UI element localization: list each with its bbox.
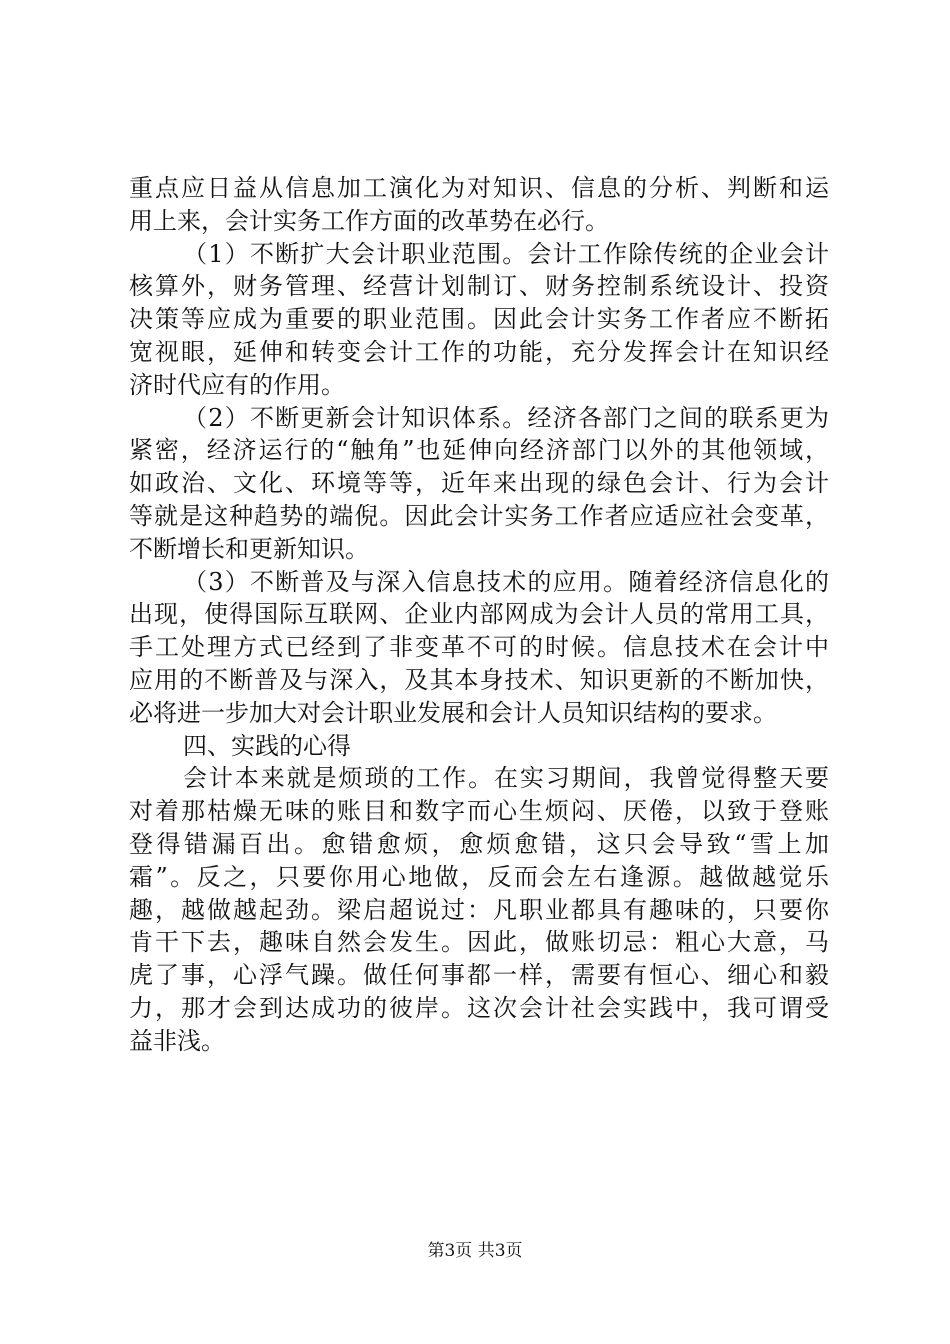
text-line: （3）不断普及与深入信息技术的应用。随着经济信息化的	[183, 567, 829, 596]
page-number: 第3页 共3页	[427, 1241, 523, 1261]
text-line: 不断增长和更新知识。	[129, 534, 369, 563]
text-line: 紧密，经济运行的“触角”也延伸向经济部门以外的其他领域，	[129, 436, 829, 465]
text-line: 如政治、文化、环境等等，近年来出现的绿色会计、行为会计	[129, 469, 829, 498]
text-line: 对着那枯燥无味的账目和数字而心生烦闷、厌倦，以致于登账	[129, 797, 829, 826]
text-line: 登得错漏百出。愈错愈烦，愈烦愈错，这只会导致“雪上加	[129, 829, 829, 858]
page-footer	[0, 1240, 950, 1262]
text-line: 用上来，会计实务工作方面的改革势在必行。	[129, 206, 609, 235]
text-line: 出现，使得国际互联网、企业内部网成为会计人员的常用工具，	[129, 600, 829, 629]
text-line: （2）不断更新会计知识体系。经济各部门之间的联系更为	[183, 403, 829, 432]
text-line: 重点应日益从信息加工演化为对知识、信息的分析、判断和运	[129, 174, 829, 202]
text-line: 力，那才会到达成功的彼岸。这次会计社会实践中，我可谓受	[129, 993, 829, 1022]
text-line: 必将进一步加大对会计职业发展和会计人员知识结构的要求。	[129, 698, 777, 727]
text-line: 会计本来就是烦琐的工作。在实习期间，我曾觉得整天要	[183, 764, 829, 793]
text-line: 核算外，财务管理、经营计划制订、财务控制系统设计、投资	[129, 272, 829, 301]
text-line: 应用的不断普及与深入，及其本身技术、知识更新的不断加快，	[129, 665, 829, 694]
text-line: （1）不断扩大会计职业范围。会计工作除传统的企业会计	[183, 239, 829, 268]
text-line: 宽视眼，延伸和转变会计工作的功能，充分发挥会计在知识经	[129, 337, 829, 366]
text-line: 虎了事，心浮气躁。做任何事都一样，需要有恒心、细心和毅	[129, 961, 829, 990]
text-line: 益非浅。	[129, 1026, 225, 1055]
text-line: 霜”。反之，只要你用心地做，反而会左右逢源。越做越觉乐	[129, 862, 829, 891]
text-line: 肯干下去，趣味自然会发生。因此，做账切忌：粗心大意，马	[129, 928, 829, 957]
text-line: 趣，越做越起劲。梁启超说过：凡职业都具有趣味的，只要你	[129, 895, 829, 924]
text-line: 等就是这种趋势的端倪。因此会计实务工作者应适应社会变革，	[129, 501, 829, 530]
text-line: 手工处理方式已经到了非变革不可的时候。信息技术在会计中	[129, 633, 829, 662]
text-line: 济时代应有的作用。	[129, 370, 345, 399]
text-line: 决策等应成为重要的职业范围。因此会计实务工作者应不断拓	[129, 305, 829, 334]
section-heading: 四、实践的心得	[183, 731, 351, 760]
document-body	[129, 172, 829, 1058]
